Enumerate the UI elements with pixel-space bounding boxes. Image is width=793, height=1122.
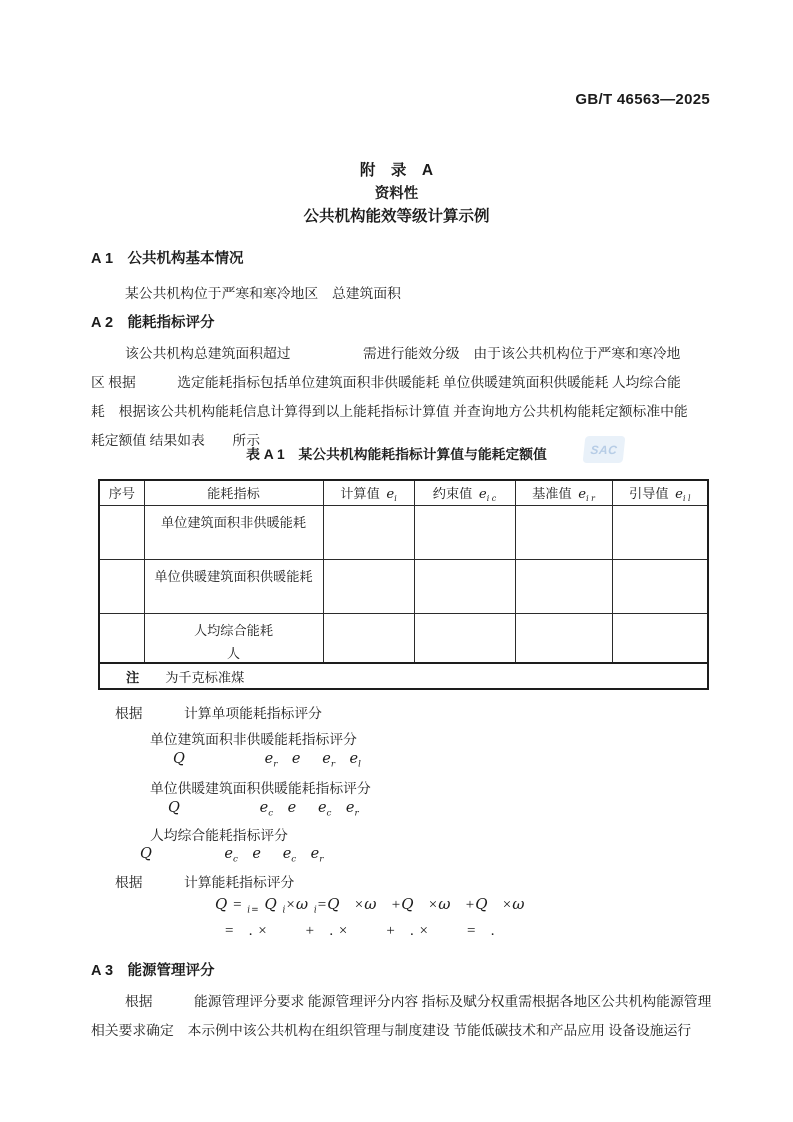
cell-value-empty <box>515 613 612 663</box>
cell-value-empty <box>323 505 414 559</box>
formula-q1: Q $e_r$ e $e_r$ $e_l$ <box>173 751 361 770</box>
formula-q2: Q $e_c$ e $e_c$ $e_r$ <box>168 800 359 819</box>
formula-intro-single: 根据 计算单项能耗指标评分 <box>115 706 322 721</box>
section-a1-paragraph: 某公共机构位于严寒和寒冷地区 总建筑面积 <box>125 286 401 301</box>
cell-value-empty <box>612 559 708 613</box>
cell-value-empty <box>612 613 708 663</box>
header-calculated-value: 计算值 $e_i$ <box>323 480 414 505</box>
formula-total-line2: = . × + . × + . × = . <box>225 923 496 939</box>
note-label: 注 <box>126 669 140 685</box>
indicator-line: 人均综合能耗 <box>193 622 274 638</box>
section-a2-paragraph <box>91 339 721 455</box>
header-guide-value: 引导值 $e_{i l}$ <box>612 480 708 505</box>
table-row <box>99 613 708 663</box>
cell-value-empty <box>414 613 515 663</box>
cell-value-empty <box>323 613 414 663</box>
appendix-heading: 公共机构能效等级计算示例 <box>303 208 490 225</box>
cell-value-empty <box>515 559 612 613</box>
appendix-subtitle: 资料性 <box>374 186 419 202</box>
section-a1-heading: A 1 公共机构基本情况 <box>91 251 244 267</box>
cell-value-empty <box>414 505 515 559</box>
section-a2-heading: A 2 能耗指标评分 <box>91 315 215 331</box>
cell-value-empty <box>515 505 612 559</box>
header-constraint-value: 约束值 $e_{i c}$ <box>414 480 515 505</box>
standard-number: GB/T 46563—2025 <box>575 91 710 108</box>
formula-label-q1: 单位建筑面积非供暖能耗指标评分 <box>150 732 357 747</box>
paragraph-line: 耗 根据该公共机构能耗信息计算得到以上能耗指标计算值 并查询地方公共机构能耗定额标准中能 <box>91 404 688 419</box>
formula-q3: Q $e_c$ e $e_c$ $e_r$ <box>140 846 324 865</box>
section-a3-heading: A 3 能源管理评分 <box>91 963 215 979</box>
sac-watermark-logo: SAC <box>583 436 626 463</box>
header-baseline-value: 基准值 $e_{i r}$ <box>515 480 612 505</box>
formula-total-line1: Q = $_{i=}$ Q $_i$×ω $_i$=Q ×ω +Q ×ω +Q ×ω <box>215 895 526 916</box>
cell-seq <box>99 613 144 663</box>
section-a3-paragraph <box>91 987 721 1045</box>
formula-intro-total: 根据 计算能耗指标评分 <box>115 875 295 890</box>
paragraph-line: 根据 能源管理评分要求 能源管理评分内容 指标及赋分权重需根据各地区公共机构能源管理 <box>125 994 712 1009</box>
formula-label-q3: 人均综合能耗指标评分 <box>150 828 288 843</box>
paragraph-line: 耗定额值 结果如表 所示 <box>91 433 261 448</box>
cell-indicator: 单位供暖建筑面积供暖能耗 <box>144 559 323 613</box>
cell-value-empty <box>612 505 708 559</box>
cell-seq <box>99 505 144 559</box>
table-row <box>99 559 708 613</box>
table-note-row <box>99 663 708 689</box>
cell-seq <box>99 559 144 613</box>
appendix-title: 附 录 A <box>359 162 434 179</box>
paragraph-line: 该公共机构总建筑面积超过 需进行能效分级 由于该公共机构位于严寒和寒冷地 <box>125 346 681 361</box>
header-seq: 序号 <box>99 480 144 505</box>
paragraph-line: 区 根据 选定能耗指标包括单位建筑面积非供暖能耗 单位供暖建筑面积供暖能耗 人均综合能 <box>91 375 681 390</box>
formula-label-q2: 单位供暖建筑面积供暖能耗指标评分 <box>150 781 371 796</box>
table-caption: 表 A 1 某公共机构能耗指标计算值与能耗定额值 <box>246 447 547 462</box>
paragraph-line: 相关要求确定 本示例中该公共机构在组织管理与制度建设 节能低碳技术和产品应用 设备设施运行 <box>91 1023 692 1038</box>
energy-indicator-table <box>98 479 709 690</box>
table-row <box>99 505 708 559</box>
table-header-row <box>99 480 708 505</box>
cell-value-empty <box>414 559 515 613</box>
indicator-line: 人 <box>226 645 241 661</box>
cell-indicator: 单位建筑面积非供暖能耗 <box>144 505 323 559</box>
note-text: 为千克标准煤 <box>165 669 245 685</box>
header-indicator: 能耗指标 <box>144 480 323 505</box>
cell-value-empty <box>323 559 414 613</box>
cell-indicator <box>144 613 323 663</box>
table-note <box>99 663 708 689</box>
